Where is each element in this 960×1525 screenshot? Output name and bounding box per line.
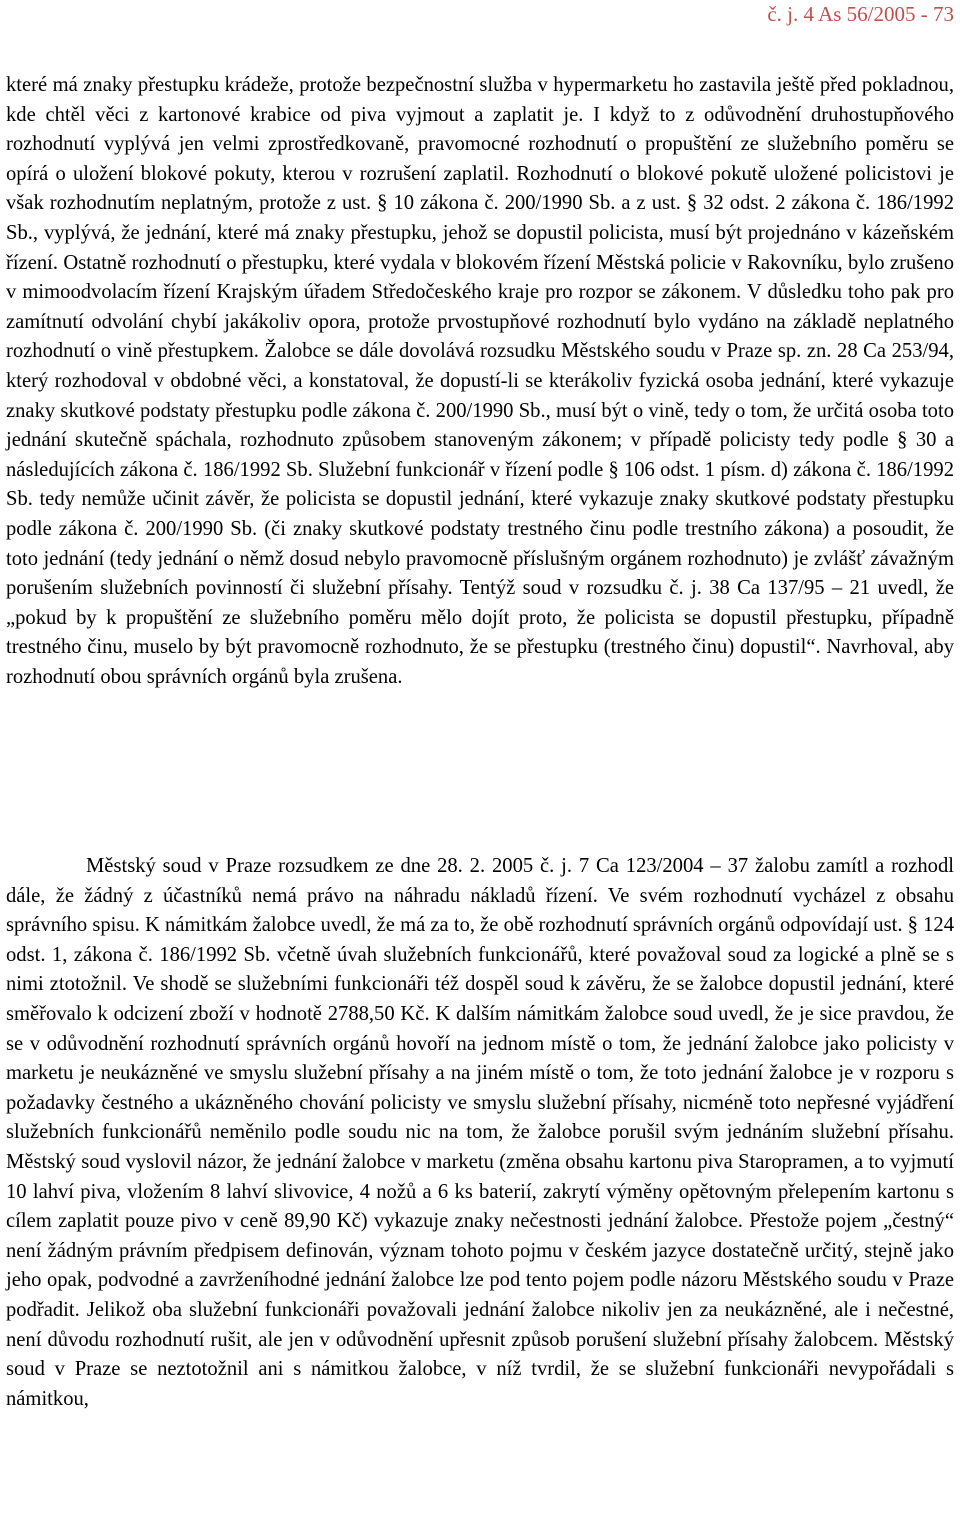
body-paragraph: Městský soud v Praze rozsudkem ze dne 28. 2. 2005 č. j. 7 Ca 123/2004 – 37 žalobu zamítl a rozhodl dále, že žádný z účastníků nemá právo na náhradu nákladů řízení. Ve svém rozhodnutí vycházel z obsahu správního spisu. K námitkám žalobce uvedl, že má za to, že obě rozhodnutí správních orgánů odpovídají ust. § 124 odst. 1, zákona č. 186/1992 Sb. včetně úvah služebních funkcionářů, které považoval soud za logické a plně se s nimi ztotožnil. Ve shodě se služebními funkcionáři též dospěl soud k závěru, že se žalobce dopustil jednání, které směřovalo k odcizení zboží v hodnotě 2788,50 Kč. K dalším námitkám žalobce soud uvedl, že je sice pravdou, že se v odůvodnění rozhodnutí správních orgánů hovoří na jednom místě o tom, že jednání žalobce jako policisty v marketu je neukázněné ve smyslu služební přísahy a na jiném místě o tom, že toto jednání žalobce je v rozporu s požadavky čestného a ukázněného chování policisty ve smyslu služební přísahy, nicméně toto nepřesné vyjádření služebních funkcionářů neměnilo podle soudu nic na tom, že žalobce porušil svým jednáním služební přísahu. Městský soud vyslovil názor, že jednání žalobce v marketu (změna obsahu kartonu piva Staropramen, a to vyjmutí 10 lahví piva, vložením 8 lahví slivovice, 4 nožů a 6 ks baterií, zakrytí výměny opětovným přelepením kartonu s cílem zaplatit pouze pivo v ceně 89,90 Kč) vykazuje znaky nečestnosti jednání žalobce. Přestože pojem „čestný“ není žádným právním předpisem definován, význam tohoto pojmu v českém jazyce dostatečně určitý, stejně jako jeho opak, podvodné a zavrženíhodné jednání žalobce lze pod tento pojem podle názoru Městského soudu v Praze podřadit. Jelikož oba služební funkcionáři považovali jednání žalobce nikoliv jen za neukázněné, ale i nečestné, není důvodu rozhodnutí rušit, ale jen v odůvodnění upřesnit způsob porušení služební přísahy žalobcem. Městský soud v Praze se neztotožnil ani s námitkou žalobce, v níž tvrdil, že se služební funkcionáři nevypořádali s námitkou, [6,855,954,1410]
case-reference-header: č. j. 4 As 56/2005 - 73 [767,2,954,26]
body-paragraph: které má znaky přestupku krádeže, protože bezpečnostní služba v hypermarketu ho zastavila ještě před pokladnou, kde chtěl věci z kartonové krabice od piva vyjmout a zaplatit je. I když to z odůvodnění druhostupňového rozhodnutí vyplývá jen velmi zprostředkovaně, pravomocné rozhodnutí o propuštění ze služebního poměru se opírá o uložení blokové pokuty, kterou v rozrušení zaplatil. Rozhodnutí o blokové pokutě uložené policistovi je však rozhodnutím neplatným, protože z ust. § 10 zákona č. 200/1990 Sb. a z ust. § 32 odst. 2 zákona č. 186/1992 Sb., vyplývá, že jednání, které má znaky přestupku, jehož se dopustil policista, musí být projednáno v kázeňském řízení. Ostatně rozhodnutí o přestupku, které vydala v blokovém řízení Městská policie v Rakovníku, bylo zrušeno v mimoodvolacím řízení Krajským úřadem Středočeského kraje pro rozpor se zákonem. V důsledku toho pak pro zamítnutí odvolání chybí jakákoliv opora, protože prvostupňové rozhodnutí bylo vydáno na základě neplatného rozhodnutí o vině přestupkem. Žalobce se dále dovolává rozsudku Městského soudu v Praze sp. zn. 28 Ca 253/94, který rozhodoval v obdobné věci, a konstatoval, že dopustí-li se kterákoliv fyzická osoba jednání, které vykazuje znaky skutkové podstaty přestupku podle zákona č. 200/1990 Sb., musí být o vině, tedy o tom, že určitá osoba toto jednání skutečně spáchala, rozhodnuto způsobem stanoveným zákonem; v případě policisty tedy podle § 30 a následujících zákona č. 186/1992 Sb. Služební funkcionář v řízení podle § 106 odst. 1 písm. d) zákona č. 186/1992 Sb. tedy nemůže učinit závěr, že policista se dopustil jednání, které vykazuje znaky skutkové podstaty přestupku podle zákona č. 200/1990 Sb. (či znaky skutkové podstaty trestného činu podle trestního zákona) a posoudit, že toto jednání (tedy jednání o němž dosud nebylo pravomocně příslušným orgánem rozhodnuto) je zvlášť závažným porušením služebních povinností či služební přísahy. Tentýž soud v rozsudku č. j. 38 Ca 137/95 – 21 uvedl, že „pokud by k propuštění ze služebního poměru mělo dojít proto, že policista se dopustil přestupku, případně trestného činu, muselo by být pravomocně rozhodnuto, že se přestupku (trestného činu) dopustil“. Navrhoval, aby rozhodnutí obou správních orgánů byla zrušena. [6,74,954,688]
